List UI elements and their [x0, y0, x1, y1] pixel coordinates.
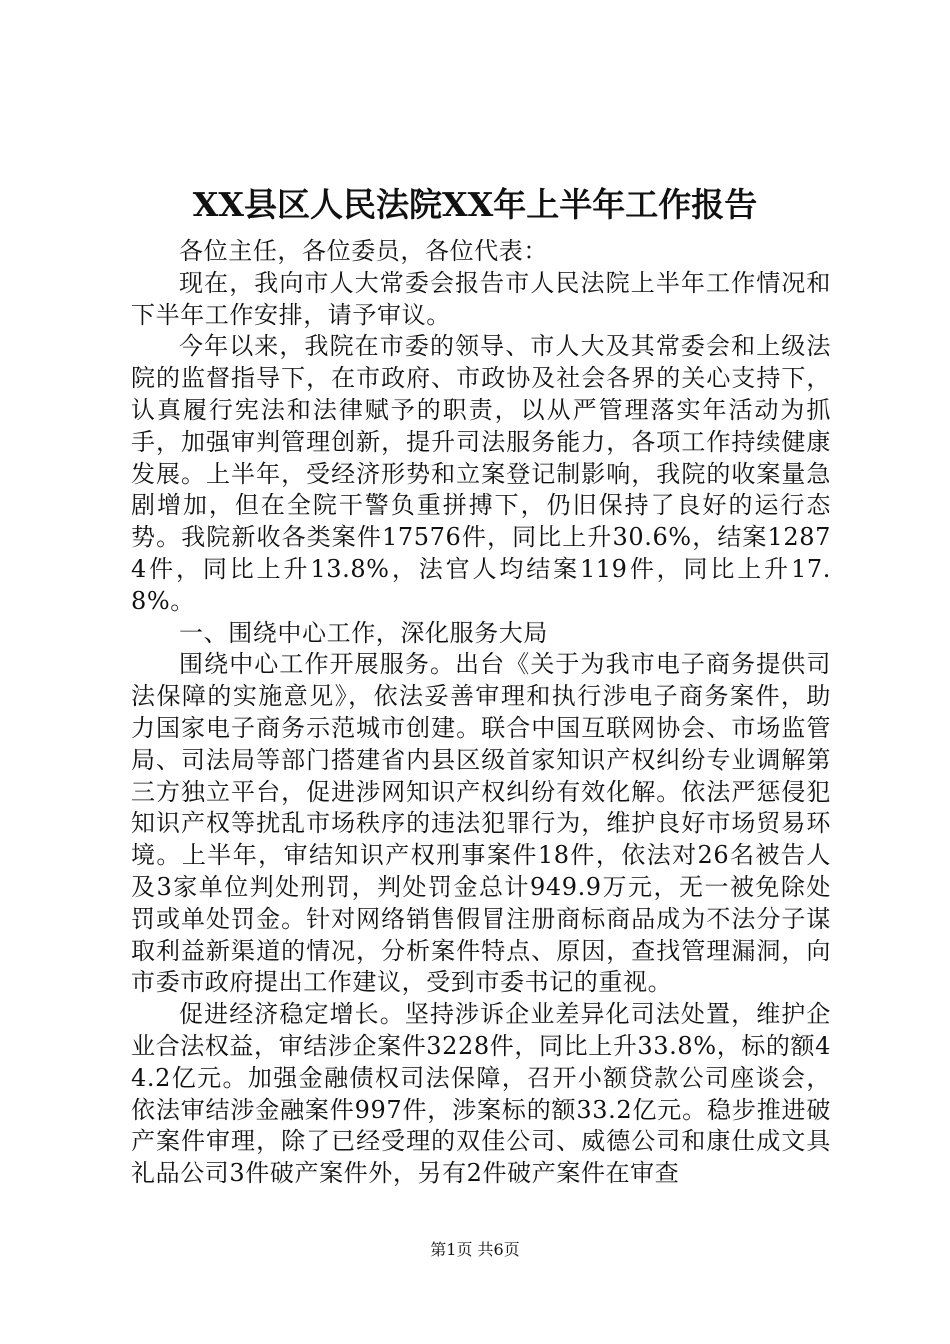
intro-paragraph: 现在，我向市人大常委会报告市人民法院上半年工作情况和下半年工作安排，请予审议。	[131, 268, 831, 329]
economy-paragraph: 促进经济稳定增长。坚持涉诉企业差异化司法处置，维护企业合法权益，审结涉企案件3228件，同比上升33.8%，标的额44.2亿元。加强金融债权司法保障，召开小额贷款公司座谈会，依法审结涉金融案件997件，涉案标的额33.2亿元。稳步推进破产案件审理，除了已经受理的双佳公司、威德公司和康仕成文具礼品公司3件破产案件外，另有2件破产案件在审查	[131, 1000, 831, 1188]
section-heading: 一、围绕中心工作，深化服务大局	[179, 618, 548, 647]
page-number-footer: 第1页 共6页	[430, 1240, 520, 1259]
document-body	[131, 236, 831, 1190]
document-title: XX县区人民法院XX年上半年工作报告	[192, 185, 758, 224]
overview-paragraph: 今年以来，我院在市委的领导、市人大及其常委会和上级法院的监督指导下，在市政府、市政协及社会各界的关心支持下，认真履行宪法和法律赋予的职责，以从严管理落实年活动为抓手，加强审判管理创新，提升司法服务能力，各项工作持续健康发展。上半年，受经济形势和立案登记制影响，我院的收案量急剧增加，但在全院干警负重拼搏下，仍旧保持了良好的运行态势。我院新收各类案件17576件，同比上升30.6%，结案12874件，同比上升13.8%，法官人均结案119件，同比上升17.8%。	[131, 332, 831, 615]
salutation: 各位主任，各位委员，各位代表：	[179, 237, 548, 265]
service-paragraph: 围绕中心工作开展服务。出台《关于为我市电子商务提供司法保障的实施意见》，依法妥善审理和执行涉电子商务案件，助力国家电子商务示范城市创建。联合中国互联网协会、市场监管局、司法局等部门搭建省内县区级首家知识产权纠纷专业调解第三方独立平台，促进涉网知识产权纠纷有效化解。依法严惩侵犯知识产权等扰乱市场秩序的违法犯罪行为，维护良好市场贸易环境。上半年，审结知识产权刑事案件18件，依法对26名被告人及3家单位判处刑罚，判处罚金总计949.9万元，无一被免除处罚或单处罚金。针对网络销售假冒注册商标商品成为不法分子谋取利益新渠道的情况，分析案件特点、原因，查找管理漏洞，向市委市政府提出工作建议，受到市委书记的重视。	[131, 650, 831, 997]
